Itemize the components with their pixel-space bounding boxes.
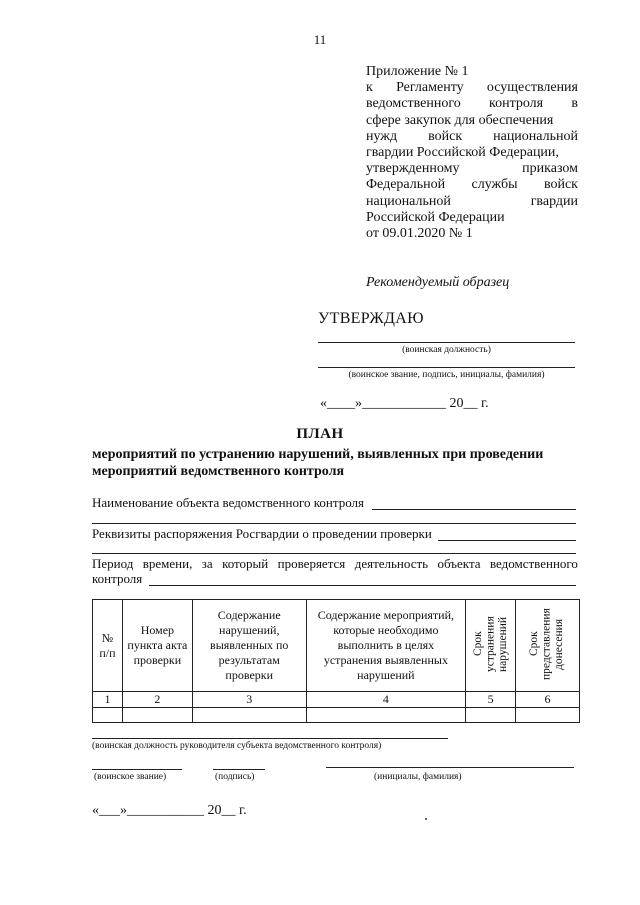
appendix-word: Федеральной <box>366 177 446 193</box>
table-row <box>93 692 580 708</box>
period-word: деятельность <box>354 556 429 571</box>
appendix-line <box>366 194 578 210</box>
table-cell <box>93 708 123 723</box>
appendix-word: гвардии Российской Федерации, <box>366 145 559 161</box>
table-cell <box>306 708 466 723</box>
period-label-line2: контроля <box>92 571 143 586</box>
name-caption: (инициалы, фамилия) <box>374 772 462 782</box>
appendix-title: Приложение № 1 <box>366 64 469 79</box>
table-header: Срок устранения нарушений <box>466 600 516 692</box>
signature-date: «___»___________ 20__ г. <box>92 803 247 818</box>
appendix-line <box>366 226 578 242</box>
appendix-word: приказом <box>522 161 578 177</box>
period-word: проверяется <box>277 556 346 571</box>
table-cell <box>122 708 192 723</box>
scan-dot <box>425 818 427 820</box>
name-line <box>326 767 574 768</box>
approve-title: УТВЕРЖДАЮ <box>318 310 424 327</box>
approve-date: «____»____________ 20__ г. <box>320 396 489 411</box>
appendix-word: от 09.01.2020 № 1 <box>366 226 473 242</box>
table-cell: 5 <box>466 692 516 708</box>
approve-rank-caption: (воинское звание, подпись, инициалы, фамилия) <box>348 370 545 380</box>
table-header: Содержание мероприятий, которые необходимо выполнить в целях устранения выявленных нарушений <box>306 600 466 692</box>
head-position-line <box>92 738 448 739</box>
rank-caption: (воинское звание) <box>94 772 167 782</box>
appendix-word: в <box>571 96 578 112</box>
sign-line <box>213 769 265 770</box>
sign-caption: (подпись) <box>215 772 255 782</box>
plan-title: ПЛАН <box>296 426 344 442</box>
appendix-word: нужд <box>366 128 398 144</box>
appendix-word: гвардии <box>530 193 578 209</box>
appendix-word: национальной <box>493 128 578 144</box>
appendix-line <box>366 177 578 193</box>
appendix-word: службы <box>471 177 518 193</box>
appendix-word: контроля <box>488 96 544 112</box>
order-details-label: Реквизиты распоряжения Росгвардии о проведении проверки <box>92 526 432 541</box>
table-cell <box>192 708 306 723</box>
approve-position-caption: (воинская должность) <box>402 345 491 355</box>
appendix-word: национальной <box>366 193 451 209</box>
appendix-word: сфере закупок для обеспечения <box>366 112 554 128</box>
appendix-line <box>366 96 578 112</box>
table-header: Номер пункта акта проверки <box>122 600 192 692</box>
table-header: Срок представления донесения <box>516 600 580 692</box>
table-header: № п/п <box>93 600 123 692</box>
plan-table <box>92 599 580 723</box>
table-cell: 4 <box>306 692 466 708</box>
appendix-line <box>366 113 578 129</box>
period-word: Период <box>92 556 134 571</box>
object-name-label: Наименование объекта ведомственного контроля <box>92 495 364 510</box>
appendix-line <box>366 80 578 96</box>
head-position-caption: (воинская должность руководителя субъекта ведомственного контроля) <box>92 741 382 751</box>
order-details-line <box>438 540 576 541</box>
appendix-line <box>366 145 578 161</box>
period-label-line1 <box>92 556 578 572</box>
table-cell <box>516 708 580 723</box>
object-name-line-2 <box>92 523 576 524</box>
table-cell: 3 <box>192 692 306 708</box>
appendix-lines <box>366 80 578 242</box>
period-word: который <box>222 556 269 571</box>
order-details-line-2 <box>92 553 576 554</box>
period-line <box>149 585 576 586</box>
page-number: 11 <box>313 32 327 47</box>
table-cell: 1 <box>93 692 123 708</box>
approve-position-line <box>318 342 575 343</box>
rank-line <box>92 769 182 770</box>
table-cell: 6 <box>516 692 580 708</box>
appendix-line <box>366 161 578 177</box>
table-cell <box>466 708 516 723</box>
recommended-sample: Рекомендуемый образец <box>366 275 510 290</box>
table-header-row <box>93 600 580 692</box>
appendix-word: осуществления <box>486 80 578 96</box>
appendix-word: войск <box>428 128 463 144</box>
object-name-line <box>372 509 576 510</box>
appendix-word: утвержденному <box>366 161 460 177</box>
appendix-word: ведомственного <box>366 96 461 112</box>
period-word: ведомственного <box>489 556 578 571</box>
period-word: времени, <box>142 556 193 571</box>
appendix-word: к <box>366 80 373 96</box>
plan-subtitle: мероприятий по устранению нарушений, выявленных при проведении мероприятий ведомственного контроля <box>92 447 544 479</box>
appendix-word: войск <box>543 177 578 193</box>
appendix-line <box>366 210 578 226</box>
approve-rank-line <box>318 367 575 368</box>
table-header: Содержание нарушений, выявленных по результатам проверки <box>192 600 306 692</box>
appendix-block <box>366 64 578 242</box>
appendix-word: Регламенту <box>396 80 464 96</box>
period-word: объекта <box>437 556 481 571</box>
appendix-line <box>366 129 578 145</box>
table-row <box>93 708 580 723</box>
period-word: за <box>201 556 213 571</box>
table-cell: 2 <box>122 692 192 708</box>
appendix-word: Российской Федерации <box>366 209 505 225</box>
